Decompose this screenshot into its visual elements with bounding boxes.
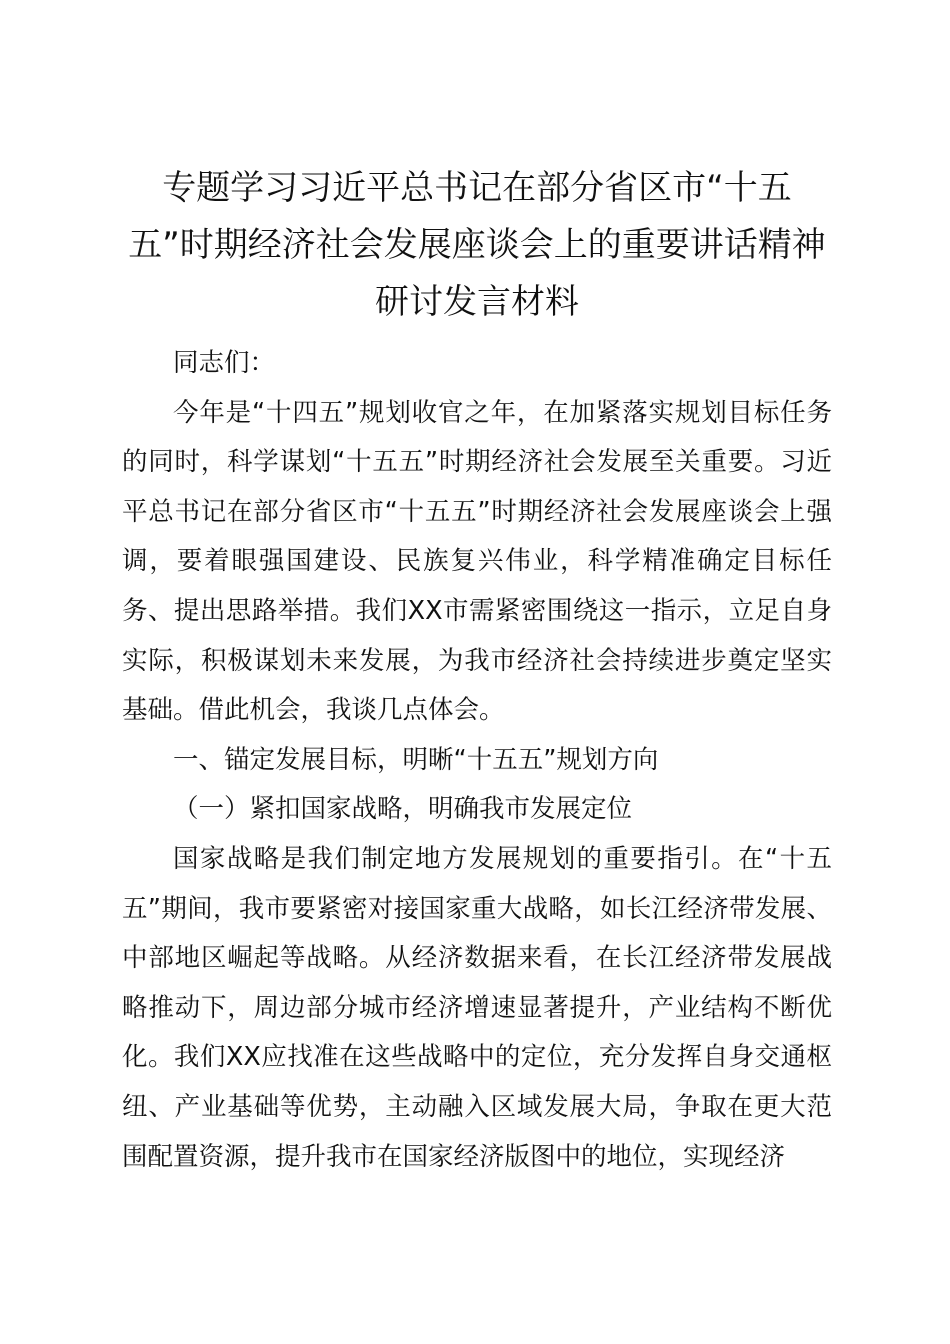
intro-paragraph: 今年是“十四五”规划收官之年，在加紧落实规划目标任务的同时，科学谋划“十五五”时期经济社会发展至关重要。习近平总书记在部分省区市“十五五”时期经济社会发展座谈会上强调，要着眼强国建设、民族复兴伟业，科学精准确定目标任务、提出思路举措。我们XX市需紧密围绕这一指示，立足自身实际，积极谋划未来发展，为我市经济社会持续进步奠定坚实基础。借此机会，我谈几点体会。 xyxy=(122,397,832,726)
document-page xyxy=(122,160,832,1182)
subsection-heading-1: （一）紧扣国家战略，明确我市发展定位 xyxy=(173,794,633,825)
document-title: 专题学习习近平总书记在部分省区市“十五五”时期经济社会发展座谈会上的重要讲话精神研讨发言材料 xyxy=(128,168,826,322)
subsection-paragraph-1: 国家战略是我们制定地方发展规划的重要指引。在“十五五”期间，我市要紧密对接国家重大战略，如长江经济带发展、中部地区崛起等战略。从经济数据来看，在长江经济带发展战略推动下，周边部分城市经济增速显著提升，产业结构不断优化。我们XX应找准在这些战略中的定位，充分发挥自身交通枢纽、产业基础等优势，主动融入区域发展大局，争取在更大范围配置资源，提升我市在国家经济版图中的地位，实现经济 xyxy=(122,843,832,1172)
salutation: 同志们： xyxy=(173,348,276,378)
section-heading-1: 一、锚定发展目标，明晰“十五五”规划方向 xyxy=(173,744,659,775)
